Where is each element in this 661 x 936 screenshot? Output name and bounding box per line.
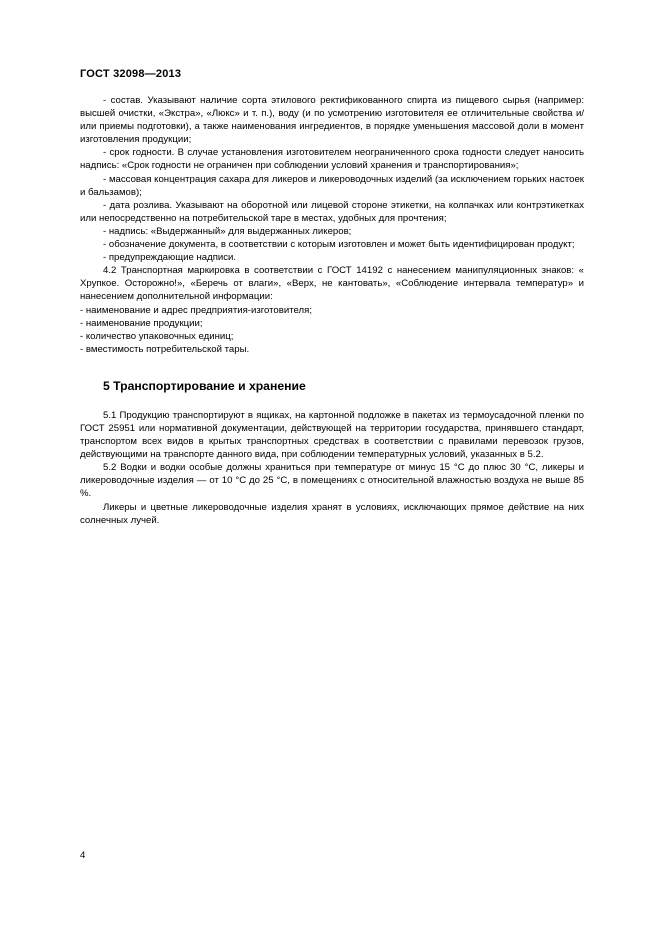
paragraph: - дата розлива. Указывают на оборотной или лицевой стороне этикетки, на колпачках или контрэтикетках или непосредственно на потребительской таре в местах, удобных для прочтения; bbox=[80, 199, 584, 224]
document-body bbox=[80, 94, 584, 527]
list-item: - наименование и адрес предприятия-изготовителя; bbox=[80, 304, 312, 316]
paragraph: - массовая концентрация сахара для ликеров и ликероводочных изделий (за исключением горьких настоек и бальзамов); bbox=[80, 173, 584, 198]
paragraph: - предупреждающие надписи. bbox=[103, 252, 237, 264]
list-item: - вместимость потребительской тары. bbox=[80, 343, 250, 355]
list-item: - наименование продукции; bbox=[80, 317, 203, 329]
paragraph: - состав. Указывают наличие сорта этилового ректификованного спирта из пищевого сырья (например: высшей очистки, «Экстра», «Люкс» и т. п.), воду (и по усмотрению изготовителя ее отличительные свойства и/или приемы подготовки), а также наименования ингредиентов, в порядке уменьшения массовой доли в момент изготовления продукции; bbox=[80, 95, 584, 146]
paragraph: 4.2 Транспортная маркировка в соответствии с ГОСТ 14192 с нанесением манипуляционных знаков: « Хрупкое. Осторожно!», «Беречь от влаги», «Верх, не кантовать», «Соблюдение интервала температур» и нанесением дополнительной информации: bbox=[80, 265, 584, 303]
paragraph: Ликеры и цветные ликероводочные изделия хранят в условиях, исключающих прямое действие на них солнечных лучей. bbox=[80, 501, 584, 526]
page-number: 4 bbox=[80, 850, 86, 861]
paragraph: - обозначение документа, в соответствии с которым изготовлен и может быть идентифицирован продукт; bbox=[103, 239, 575, 251]
paragraph: 5.1 Продукцию транспортируют в ящиках, на картонной подложке в пакетах из термоусадочной пленки по ГОСТ 25951 или нормативной документации, действующей на территории государства, принявшего стандарт, транспортом всех видов в крытых транспортных средствах в соответствии с правилами перевозок грузов, действующими на транспорте данного вида, при соблюдении температурных условий, указанных в 5.2. bbox=[80, 409, 584, 461]
section-title: 5 Транспортирование и хранение bbox=[103, 378, 306, 393]
document-header: ГОСТ 32098—2013 bbox=[80, 68, 182, 80]
paragraph: - срок годности. В случае установления изготовителем неограниченного срока годности следует наносить надпись: «Срок годности не ограничен при соблюдении условий хранения и транспортирования»; bbox=[80, 147, 584, 172]
paragraph: 5.2 Водки и водки особые должны храниться при температуре от минус 15 °С до плюс 30 °С, ликеры и ликероводочные изделия — от 10 °С до 25 °С, в помещениях с относительной влажностью воздуха не выше 85 %. bbox=[80, 462, 584, 500]
paragraph: - надпись: «Выдержанный» для выдержанных ликеров; bbox=[103, 225, 352, 237]
list-item: - количество упаковочных единиц; bbox=[80, 330, 234, 342]
